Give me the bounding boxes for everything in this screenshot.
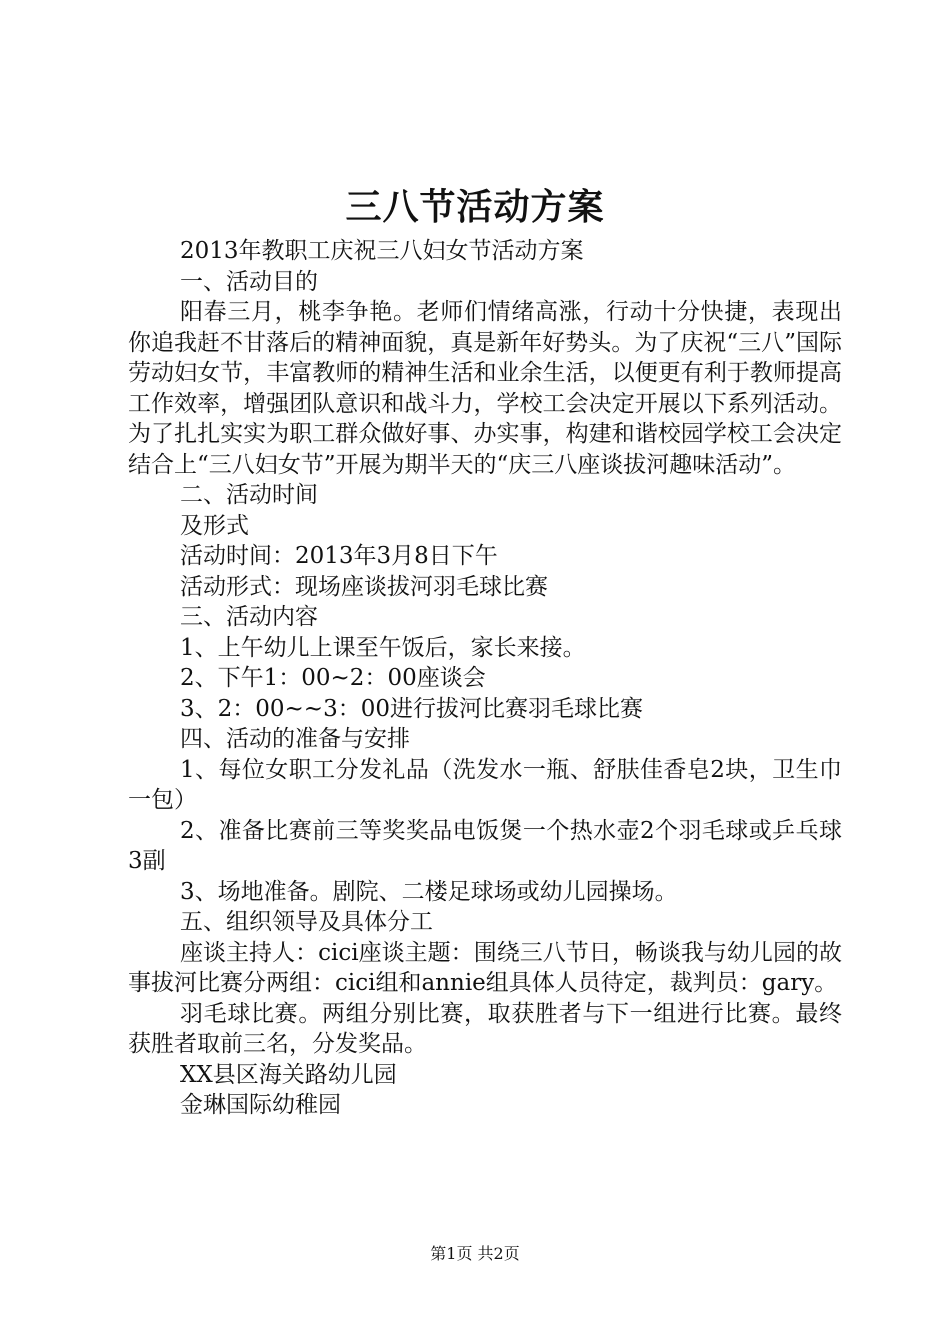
content-item-1: 1、上午幼儿上课至午饭后，家长来接。 bbox=[180, 634, 586, 661]
section-heading-purpose: 一、活动目的 bbox=[180, 268, 318, 295]
document-title: 三八节活动方案 bbox=[345, 186, 605, 228]
paragraph-form: 活动形式：现场座谈拔河羽毛球比赛 bbox=[180, 573, 548, 600]
paragraph-subtitle: 2013年教职工庆祝三八妇女节活动方案 bbox=[180, 238, 584, 264]
preparation-item-3: 3、场地准备。剧院、二楼足球场或幼儿园操场。 bbox=[180, 878, 678, 905]
document-body bbox=[128, 236, 842, 1121]
preparation-item-1: 1、每位女职工分发礼品（洗发水一瓶、舒肤佳香皂2块，卫生巾一包） bbox=[128, 756, 842, 813]
paragraph-purpose: 阳春三月，桃李争艳。老师们情绪高涨，行动十分快捷，表现出你追我赶不甘落后的精神面貌，真是新年好势头。为了庆祝“三八”国际劳动妇女节，丰富教师的精神生活和业余生活，以便更有利于教师提高工作效率，增强团队意识和战斗力，学校工会决定开展以下系列活动。为了扎扎实实为职工群众做好事、办实事，构建和谐校园学校工会决定结合上“三八妇女节”开展为期半天的“庆三八座谈拔河趣味活动”。 bbox=[128, 299, 842, 478]
paragraph-badminton: 羽毛球比赛。两组分别比赛，取获胜者与下一组进行比赛。最终获胜者取前三名，分发奖品。 bbox=[128, 1000, 842, 1057]
signature-kindergarten-1: XX县区海关路幼儿园 bbox=[180, 1061, 397, 1088]
content-item-2: 2、下午1：00~2：00座谈会 bbox=[180, 665, 486, 691]
content-item-3: 3、2：00~~3：00进行拔河比赛羽毛球比赛 bbox=[180, 695, 643, 722]
paragraph-organization: 座谈主持人：cici座谈主题：围绕三八节日，畅谈我与幼儿园的故事拔河比赛分两组：cici组和annie组具体人员待定，裁判员：gary。 bbox=[128, 939, 842, 996]
section-heading-time-cont: 及形式 bbox=[180, 512, 249, 539]
signature-kindergarten-2: 金琳国际幼稚园 bbox=[180, 1092, 341, 1118]
section-heading-content: 三、活动内容 bbox=[180, 604, 318, 630]
section-heading-organization: 五、组织领导及具体分工 bbox=[180, 909, 433, 935]
preparation-item-2: 2、准备比赛前三等奖奖品电饭煲一个热水壶2个羽毛球或乒乓球3副 bbox=[128, 817, 842, 874]
section-heading-time: 二、活动时间 bbox=[180, 482, 318, 508]
paragraph-time: 活动时间：2013年3月8日下午 bbox=[180, 543, 498, 569]
page-footer: 第1页 共2页 bbox=[430, 1244, 520, 1263]
section-heading-preparation: 四、活动的准备与安排 bbox=[180, 726, 410, 752]
